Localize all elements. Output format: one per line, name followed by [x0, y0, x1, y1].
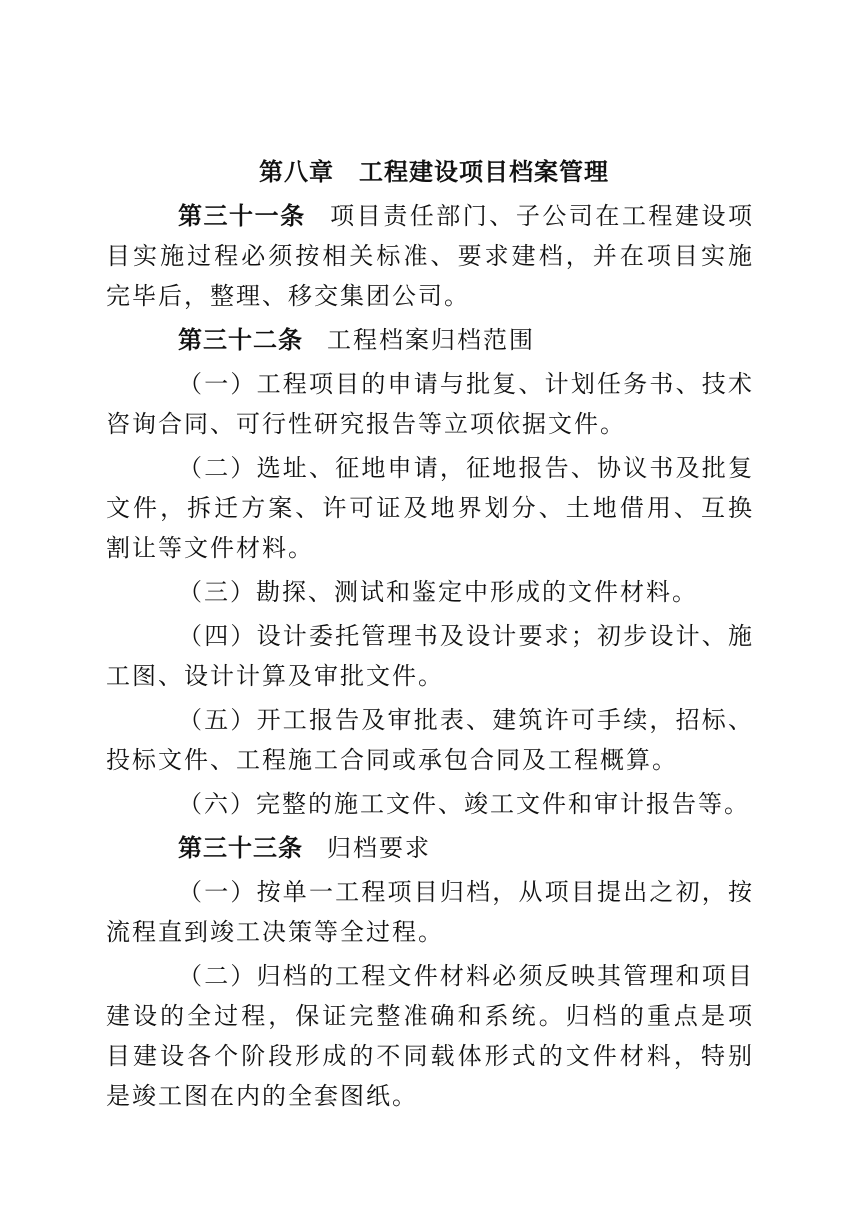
article-32-item-2: （二）选址、征地申请，征地报告、协议书及批复文件，拆迁方案、许可证及地界划分、土地借用、互换割让等文件材料。 [106, 454, 754, 562]
article-32 [106, 320, 754, 360]
article-32-text: 工程档案归档范围 [327, 326, 535, 354]
document-body [106, 196, 754, 1120]
article-32-item-6: （六）完整的施工文件、竣工文件和审计报告等。 [178, 790, 750, 818]
article-31-text: 项目责任部门、子公司在工程建设项目实施过程必须按相关标准、要求建档，并在项目实施完毕后，整理、移交集团公司。 [106, 202, 755, 310]
chapter-title: 第八章 工程建设项目档案管理 [259, 158, 609, 186]
article-33-heading: 第三十三条 [178, 834, 303, 862]
article-31 [106, 196, 754, 316]
article-31-heading: 第三十一条 [178, 202, 306, 230]
article-32-item-3: （三）勘探、测试和鉴定中形成的文件材料。 [178, 578, 698, 606]
article-33-text: 归档要求 [327, 834, 431, 862]
article-32-item-5: （五）开工报告及审批表、建筑许可手续，招标、投标文件、工程施工合同或承包合同及工程概算。 [106, 706, 754, 774]
article-32-item-4: （四）设计委托管理书及设计要求；初步设计、施工图、设计计算及审批文件。 [106, 622, 754, 690]
article-33 [106, 828, 754, 868]
article-33-item-2: （二）归档的工程文件材料必须反映其管理和项目建设的全过程，保证完整准确和系统。归档的重点是项目建设各个阶段形成的不同载体形式的文件材料，特别是竣工图在内的全套图纸。 [106, 962, 754, 1110]
article-32-item-1: （一）工程项目的申请与批复、计划任务书、技术咨询合同、可行性研究报告等立项依据文件。 [106, 370, 754, 438]
article-33-item-1: （一）按单一工程项目归档，从项目提出之初，按流程直到竣工决策等全过程。 [106, 878, 754, 946]
article-32-heading: 第三十二条 [178, 326, 303, 354]
